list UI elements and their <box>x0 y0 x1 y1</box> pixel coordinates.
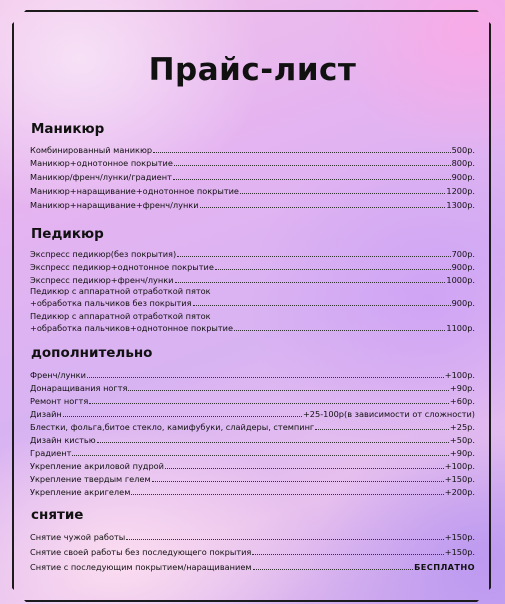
price-row <box>30 460 475 472</box>
dot-leader <box>253 569 414 570</box>
service-price: +150р. <box>444 474 475 484</box>
price-row <box>30 322 475 334</box>
service-price: 800р. <box>451 158 475 168</box>
dot-leader <box>87 377 444 378</box>
service-price: 1200р. <box>446 186 475 196</box>
service-price: +90р. <box>449 383 475 393</box>
dot-leader <box>131 494 443 495</box>
dot-leader <box>165 468 444 469</box>
dot-leader <box>240 193 445 194</box>
service-price: БЕСПЛАТНО <box>414 562 475 572</box>
page-title: Прайс-лист <box>148 52 357 88</box>
price-row <box>30 408 475 420</box>
price-row <box>30 369 475 381</box>
service-price: 900р. <box>451 172 475 182</box>
service-price: +60р. <box>449 396 475 406</box>
price-row <box>30 447 475 459</box>
price-row <box>30 434 475 446</box>
service-price: 900р. <box>451 298 475 308</box>
service-price: 1300р. <box>446 200 475 210</box>
dot-leader <box>200 207 446 208</box>
price-row <box>30 199 475 211</box>
service-price: 900р. <box>451 262 475 272</box>
service-price: +100р. <box>444 461 475 471</box>
price-row <box>30 473 475 485</box>
service-name: Экспресс педикюр+однотонное покрытие <box>30 262 214 272</box>
service-name-line1: Педикюр с аппаратной отработкой пяток <box>30 311 211 321</box>
service-price: +200р. <box>444 487 475 497</box>
service-price: +25-100р(в зависимости от сложности) <box>302 409 475 419</box>
price-row <box>30 382 475 394</box>
service-name: Френч/лунки <box>30 370 86 380</box>
dot-leader <box>153 152 450 153</box>
service-price: +100р. <box>444 370 475 380</box>
price-row <box>30 531 475 543</box>
service-name: Маникюр+наращивание+однотонное покрытие <box>30 186 239 196</box>
price-row <box>30 185 475 197</box>
dot-leader <box>215 269 451 270</box>
dot-leader <box>234 330 445 331</box>
service-name: Экспресс педикюр(без покрытия) <box>30 249 177 259</box>
price-row <box>30 395 475 407</box>
service-price: +150р. <box>444 532 475 542</box>
service-name: +обработка пальчиков+однотонное покрытие <box>30 323 234 333</box>
dot-leader <box>193 305 451 306</box>
dot-leader <box>128 390 448 391</box>
service-name: Укрепление твердым гелем <box>30 474 151 484</box>
service-name: Градиент <box>30 448 72 458</box>
service-name: Ремонт ногтя <box>30 396 89 406</box>
price-row <box>30 546 475 558</box>
dot-leader <box>89 403 449 404</box>
service-name: Снятие чужой работы <box>30 532 126 542</box>
dot-leader <box>173 179 451 180</box>
dot-leader <box>315 429 449 430</box>
section-heading-pedicure: Педикюр <box>31 226 104 242</box>
service-name: Дизайн кистью <box>30 435 96 445</box>
service-name: Снятие с последующим покрытием/наращиванием <box>30 562 252 572</box>
dot-leader <box>97 442 449 443</box>
service-name: Маникюр+однотонное покрытие <box>30 158 173 168</box>
dot-leader <box>152 481 444 482</box>
service-price: +150р. <box>444 547 475 557</box>
price-row <box>30 144 475 156</box>
dot-leader <box>175 282 446 283</box>
price-row <box>30 561 475 573</box>
service-name: Укрепление акриловой пудрой <box>30 461 164 471</box>
service-name: +обработка пальчиков без покрытия <box>30 298 192 308</box>
service-price: 700р. <box>451 249 475 259</box>
service-price: +90р. <box>449 448 475 458</box>
service-name-line1: Педикюр с аппаратной отработкой пяток <box>30 286 211 296</box>
price-row <box>30 421 475 433</box>
service-price: +50р. <box>449 435 475 445</box>
price-row <box>30 297 475 309</box>
section-heading-extras: дополнительно <box>31 345 153 361</box>
service-price: 500р. <box>451 145 475 155</box>
service-name: Блестки, фольга,битое стекло, камифубуки, слайдеры, стемпинг <box>30 422 315 432</box>
section-heading-manicure: Маникюр <box>31 121 105 137</box>
dot-leader <box>174 165 451 166</box>
dot-leader <box>126 539 443 540</box>
price-row <box>30 171 475 183</box>
dot-leader <box>252 554 443 555</box>
service-name: Комбинированный маникюр <box>30 145 153 155</box>
dot-leader <box>63 416 302 417</box>
service-name: Дизайн <box>30 409 62 419</box>
price-row <box>30 157 475 169</box>
service-price: +25р. <box>449 422 475 432</box>
service-name: Экспресс педикюр+френч/лунки <box>30 275 174 285</box>
dot-leader <box>177 256 450 257</box>
section-heading-removal: снятие <box>31 507 84 523</box>
service-name: Укрепление акригелем <box>30 487 131 497</box>
service-name: Снятие своей работы без последующего покрытия <box>30 547 252 557</box>
dot-leader <box>72 455 449 456</box>
price-row <box>30 248 475 260</box>
price-row <box>30 486 475 498</box>
service-name: Донаращивания ногтя <box>30 383 128 393</box>
service-name: Маникюр+наращивание+френч/лунки <box>30 200 199 210</box>
service-price: 1100р. <box>446 323 475 333</box>
price-row <box>30 261 475 273</box>
service-name: Маникюр/френч/лунки/градиент <box>30 172 172 182</box>
service-price: 1000р. <box>446 275 475 285</box>
